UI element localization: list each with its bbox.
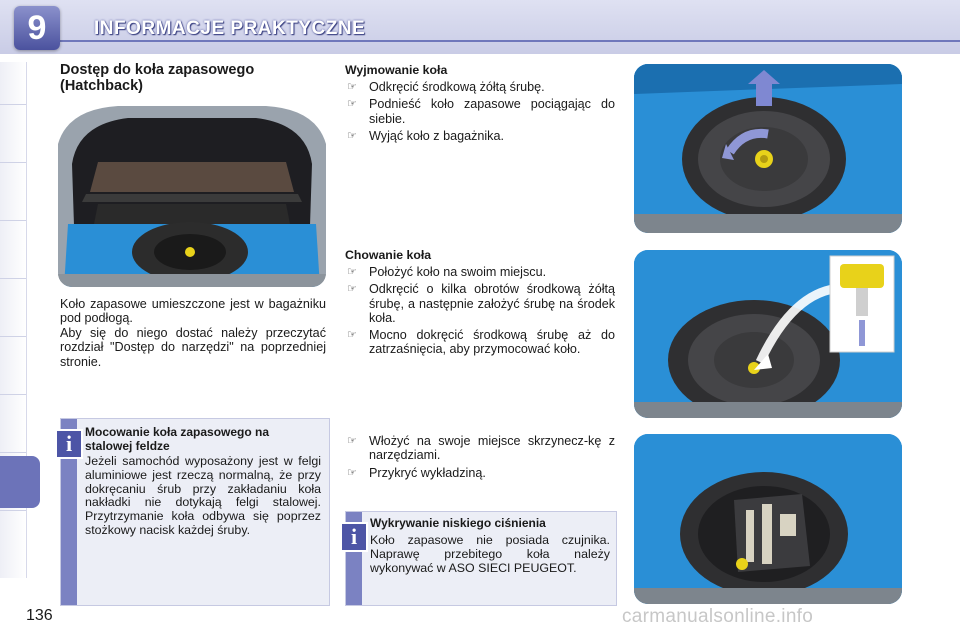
wheel-storage-illustration <box>634 250 902 418</box>
list-item: ☞ Przykryć wykładziną. <box>347 465 486 480</box>
tab-divider <box>0 162 26 163</box>
heading-line-1: Dostęp do koła zapasowego <box>60 62 255 78</box>
wheel-removal-drawing <box>634 64 902 233</box>
info-title: Mocowanie koła zapasowego na stalowej feldze <box>85 425 270 453</box>
list-item: ☞ Mocno dokręcić środkową śrubę aż do zatrzaśnięcia, aby przymocować koło. <box>347 328 615 357</box>
info-title: Wykrywanie niskiego ciśnienia <box>370 516 546 530</box>
toolbox-illustration <box>634 434 902 604</box>
storage-heading: Chowanie koła <box>345 248 432 262</box>
tab-divider <box>0 452 26 453</box>
storage-steps <box>345 265 615 360</box>
info-text: Koło zapasowe nie posiada czujnika. Naprawę przebitego koła należy wykonywać w ASO SIECI PEUGEOT. <box>370 533 610 575</box>
hand-pointer-icon: ☞ <box>347 435 357 447</box>
paragraph-location: Koło zapasowe umieszczone jest w bagażniku pod podłogą. <box>60 297 326 326</box>
info-icon: i <box>55 429 83 459</box>
trunk-illustration <box>58 104 326 287</box>
hand-pointer-icon: ☞ <box>347 129 357 142</box>
tab-divider <box>0 278 26 279</box>
info-box-pressure <box>345 511 617 606</box>
hand-pointer-icon: ☞ <box>347 283 357 296</box>
watermark: carmanualsonline.info <box>622 606 814 627</box>
tab-active-chapter[interactable] <box>0 456 40 508</box>
removal-heading: Wyjmowanie koła <box>345 63 448 77</box>
list-item: ☞ Włożyć na swoje miejsce skrzynecz-kę z narzędziami. <box>347 434 615 463</box>
final-steps <box>345 434 615 483</box>
hand-pointer-icon: ☞ <box>347 329 357 342</box>
hand-pointer-icon: ☞ <box>347 466 357 479</box>
hand-pointer-icon: ☞ <box>347 266 357 278</box>
list-item: ☞ Wyjąć koło z bagażnika. <box>347 128 504 143</box>
info-text: Jeżeli samochód wyposażony jest w felgi aluminiowe jest rzeczą normalną, że przy dokręcaniu śrub przy zakładaniu koła nakładki nie dotykają felgi stalowej. Przytrzymanie koła odbywa się poprzez stożkowy nacisk każdej śruby. <box>85 454 321 537</box>
page-number: 136 <box>26 607 53 624</box>
hand-pointer-icon: ☞ <box>347 81 357 93</box>
tab-divider <box>0 394 26 395</box>
toolbox-drawing <box>634 434 902 604</box>
tab-divider <box>0 336 26 337</box>
tab-divider <box>0 104 26 105</box>
wheel-removal-illustration <box>634 64 902 233</box>
paragraph-access: Aby się do niego dostać należy przeczytać rozdział "Dostęp do narzędzi" na poprzedniej stronie. <box>60 326 326 369</box>
info-icon: i <box>340 522 368 552</box>
trunk-drawing <box>58 104 326 287</box>
list-item: ☞ Położyć koło na swoim miejscu. <box>347 265 547 279</box>
list-item: ☞ Podnieść koło zapasowe pociągając do siebie. <box>347 97 615 126</box>
removal-steps <box>345 80 615 146</box>
section-heading <box>60 62 330 94</box>
info-box-steel-rim <box>60 418 330 606</box>
chapter-tabs <box>0 62 27 578</box>
page-header <box>0 0 960 54</box>
list-item: ☞ Odkręcić środkową żółtą śrubę. <box>347 80 545 94</box>
wheel-storage-drawing <box>634 250 902 418</box>
header-rule <box>40 40 960 42</box>
tab-divider <box>0 220 26 221</box>
heading-line-2: (Hatchback) <box>60 78 143 94</box>
chapter-badge: 9 <box>14 6 60 50</box>
page-title: INFORMACJE PRAKTYCZNE <box>94 18 366 39</box>
hand-pointer-icon: ☞ <box>347 98 357 111</box>
list-item: ☞ Odkręcić o kilka obrotów środkową żółtą śrubę, a następnie założyć śrubę na środek koła. <box>347 282 615 325</box>
tab-divider <box>0 510 26 511</box>
